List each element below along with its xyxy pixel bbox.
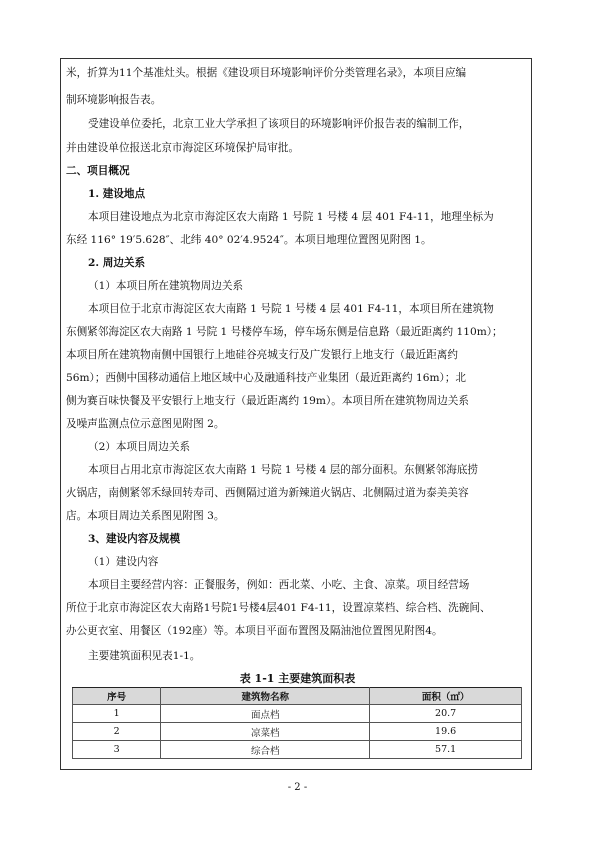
cell-name: 面点档 xyxy=(161,705,370,723)
area-table xyxy=(72,687,522,759)
sub-heading: （2）本项目周边关系 xyxy=(88,441,191,453)
table-row xyxy=(73,723,522,741)
cell-area: 57.1 xyxy=(370,741,522,759)
cell-area: 20.7 xyxy=(370,705,522,723)
subsection-heading: 3、建设内容及规模 xyxy=(88,533,181,545)
para-line: 并由建设单位报送北京市海淀区环境保护局审批。 xyxy=(66,142,300,154)
para-line: 主要建筑面积见表1-1。 xyxy=(88,650,201,662)
para-line: 本项目位于北京市海淀区农大南路 1 号院 1 号楼 4 层 401 F4-11，本项目所在建筑物 xyxy=(88,303,494,315)
para-line: 办公更衣室、用餐区（192座）等。本项目平面布置图及隔油池位置图见附图4。 xyxy=(66,625,443,637)
subsection-heading: 2. 周边关系 xyxy=(88,257,146,269)
cell-no: 1 xyxy=(73,705,161,723)
para-line: 店。本项目周边关系图见附图 3。 xyxy=(66,510,225,522)
para-line: 本项目主要经营内容：正餐服务，例如：西北菜、小吃、主食、凉菜。项目经营场 xyxy=(88,579,470,591)
cell-name: 综合档 xyxy=(161,741,370,759)
para-line: 东经 116° 19′5.628″、北纬 40° 02′4.9524″。本项目地理位置图见附图 1。 xyxy=(66,234,432,246)
section-heading: 二、项目概况 xyxy=(66,165,130,177)
para-line: 东侧紧邻海淀区农大南路 1 号院 1 号楼停车场，停车场东侧是信息路（最近距离约 110m）； xyxy=(66,326,503,338)
cell-no: 3 xyxy=(73,741,161,759)
para-line: 所位于北京市海淀区农大南路1号院1号楼4层401 F4-11，设置凉菜档、综合档、洗碗间、 xyxy=(66,602,491,614)
para-line: 本项目占用北京市海淀区农大南路 1 号院 1 号楼 4 层的部分面积。东侧紧邻海底捞 xyxy=(88,464,479,476)
header-cell-no: 序号 xyxy=(73,688,161,705)
cell-name: 凉菜档 xyxy=(161,723,370,741)
table-row xyxy=(73,741,522,759)
content-frame xyxy=(60,58,532,770)
para-line: 本项目建设地点为北京市海淀区农大南路 1 号院 1 号楼 4 层 401 F4-11，地理坐标为 xyxy=(88,211,494,223)
para-line: 受建设单位委托，北京工业大学承担了该项目的环境影响评价报告表的编制工作， xyxy=(88,118,470,130)
para-line: 及噪声监测点位示意图见附图 2。 xyxy=(66,418,225,430)
header-cell-name: 建筑物名称 xyxy=(161,688,370,705)
sub-heading: （1）本项目所在建筑物周边关系 xyxy=(88,280,244,292)
para-line: 米，折算为11个基准灶头。根据《建设项目环境影响评价分类管理名录》，本项目应编 xyxy=(66,67,467,79)
cell-area: 19.6 xyxy=(370,723,522,741)
para-line: 火锅店，南侧紧邻禾绿回转寿司、西侧隔过道为新辣道火锅店、北侧隔过道为泰美美容 xyxy=(66,487,469,499)
para-line: 56m）；西侧中国移动通信上地区域中心及融通科技产业集团（最近距离约 16m）；北 xyxy=(66,372,467,384)
table-header-row xyxy=(73,688,522,705)
page-number: - 2 - xyxy=(287,782,308,793)
para-line: 侧为赛百味快餐及平安银行上地支行（最近距离约 19m）。本项目所在建筑物周边关系 xyxy=(66,395,469,407)
table-row xyxy=(73,705,522,723)
para-line: 本项目所在建筑物南侧中国银行上地硅谷亮城支行及广发银行上地支行（最近距离约 xyxy=(66,349,458,361)
cell-no: 2 xyxy=(73,723,161,741)
sub-heading: （1）建设内容 xyxy=(88,556,159,568)
header-cell-area: 面积（㎡） xyxy=(370,688,522,705)
subsection-heading: 1. 建设地点 xyxy=(88,188,146,200)
para-line: 制环境影响报告表。 xyxy=(66,94,162,106)
table-caption: 表 1-1 主要建筑面积表 xyxy=(239,672,356,685)
